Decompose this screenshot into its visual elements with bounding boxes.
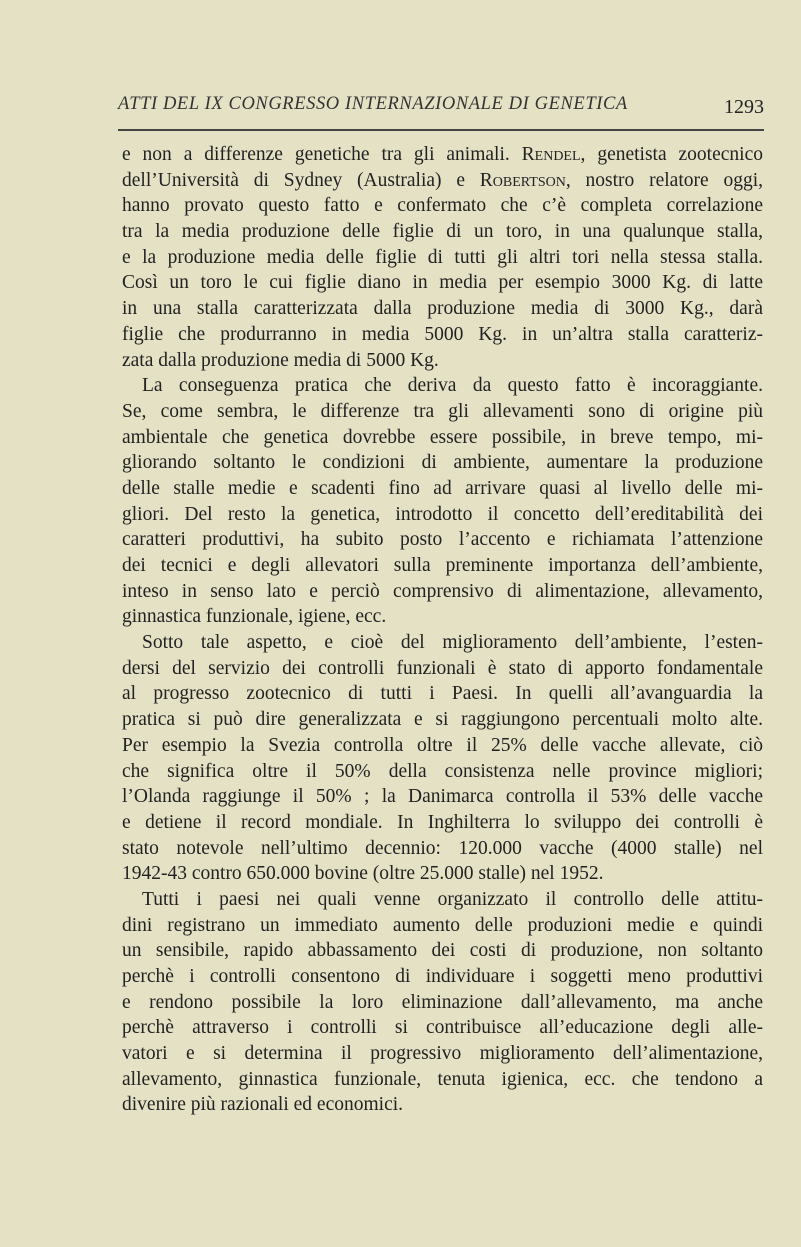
text-line: Così un toro le cui figlie diano in media per esempio 3000 Kg. di latte [122,272,763,294]
text-line: 1942-43 contro 650.000 bovine (oltre 25.000 stalle) nel 1952. [122,863,604,885]
text-line: gliorando soltanto le condizioni di ambiente, aumentare la produzione [122,452,763,474]
text-line: hanno provato questo fatto e confermato che c’è completa correlazione [122,195,763,217]
text-line: perchè i controlli consentono di individuare i soggetti meno produttivi [122,966,763,987]
text-line: ginnastica funzionale, igiene, ecc. [122,606,387,628]
text-line: e rendono possibile la loro eliminazione dall’allevamento, ma anche [122,991,763,1013]
header-rule [118,129,764,131]
running-header [118,94,764,124]
text-line: figlie che produrranno in media 5000 Kg. in un’altra stalla caratteriz- [122,323,763,345]
text-line: allevamento, ginnastica funzionale, tenuta igienica, ecc. che tendono a [122,1068,763,1090]
text-line: vatori e si determina il progressivo miglioramento dell’alimentazione, [122,1043,763,1065]
body-text [122,142,763,1118]
text-line: La conseguenza pratica che deriva da questo fatto è incoraggiante. [142,375,763,397]
text-line: divenire più razionali ed economici. [122,1094,404,1116]
paragraph [122,887,763,1118]
text-line: delle stalle medie e scadenti fino ad arrivare quasi al livello delle mi- [122,477,763,499]
text-line: in una stalla caratterizzata dalla produzione media di 3000 Kg., darà [122,298,763,320]
text-line: dei tecnici e degli allevatori sulla preminente importanza dell’ambiente, [122,555,763,576]
text-line: caratteri produttivi, ha subito posto l’accento e richiamata l’attenzione [122,529,763,551]
text-line: Tutti i paesi nei quali venne organizzato il controllo delle attitu- [142,888,763,910]
text-line: pratica si può dire generalizzata e si raggiungono percentuali molto alte. [122,709,763,731]
paragraph [122,630,763,887]
text-line: un sensibile, rapido abbassamento dei costi di produzione, non soltanto [122,940,763,962]
running-title: ATTI DEL IX CONGRESSO INTERNAZIONALE DI GENETICA [118,94,628,114]
text-line: l’Olanda raggiunge il 50% ; la Danimarca controlla il 53% delle vacche [122,786,763,808]
text-line: tra la media produzione delle figlie di un toro, in una qualunque stalla, [122,221,763,243]
text-line: e detiene il record mondiale. In Inghilterra lo sviluppo dei controlli è [122,811,763,833]
text-line: dell’Università di Sydney (Australia) e Robertson, nostro relatore oggi, [122,169,763,191]
text-line: e non a differenze genetiche tra gli animali. Rendel, genetista zootecnico [122,144,763,165]
text-line: zata dalla produzione media di 5000 Kg. [122,349,439,371]
page-number: 1293 [724,96,764,118]
text-line: stato notevole nell’ultimo decennio: 120.000 vacche (4000 stalle) nel [122,837,763,859]
text-line: dersi del servizio dei controlli funzionali è stato di apporto fondamentale [122,657,763,679]
text-line: Per esempio la Svezia controlla oltre il 25% delle vacche allevate, ciò [122,734,763,756]
text-line: Se, come sembra, le differenze tra gli allevamenti sono di origine più [122,400,763,422]
text-line: Sotto tale aspetto, e cioè del miglioramento dell’ambiente, l’esten- [142,632,763,654]
paragraph [122,373,763,630]
text-line: che significa oltre il 50% della consistenza nelle province migliori; [122,760,763,782]
paragraph [122,142,763,373]
text-line: dini registrano un immediato aumento delle produzioni medie e quindi [122,914,763,936]
text-line: e la produzione media delle figlie di tutti gli altri tori nella stessa stalla. [122,246,763,268]
text-line: inteso in senso lato e perciò comprensivo di alimentazione, allevamento, [122,580,763,602]
text-line: perchè attraverso i controlli si contribuisce all’educazione degli alle- [122,1017,763,1039]
text-line: ambientale che genetica dovrebbe essere possibile, in breve tempo, mi- [122,426,763,448]
text-line: gliori. Del resto la genetica, introdotto il concetto dell’ereditabilità dei [122,503,763,525]
text-line: al progresso zootecnico di tutti i Paesi. In quelli all’avanguardia la [122,683,763,705]
